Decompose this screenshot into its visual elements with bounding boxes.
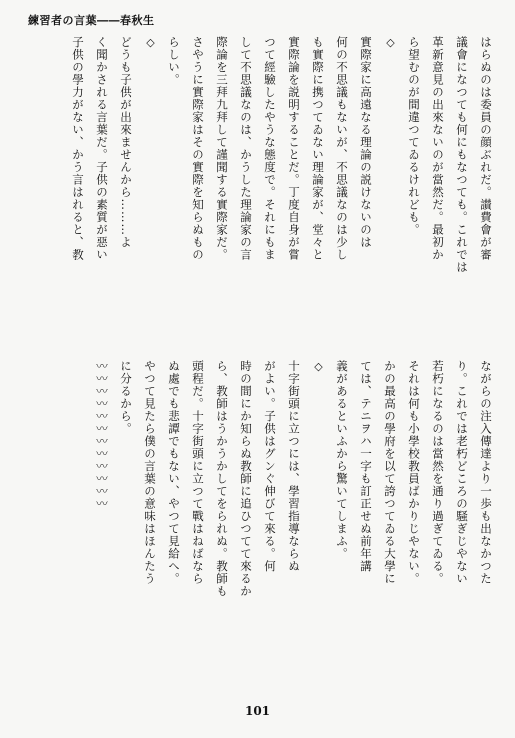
lower-text-band [24,360,498,686]
section-diamond-marker: ◇ [144,36,157,50]
text-line: はらぬのは委員の顔ぶれだ。讃費會が審 [479,36,493,261]
text-line: ぬ處でも悲譚でもない、やつて見給へ。 [167,360,181,585]
text-line: ながらの注入傳達より一歩も出なかつた [479,360,493,585]
section-diamond-marker: ◇ [384,36,397,50]
text-line: かの最高の學府を以て誇つてゐる大學に [383,360,397,585]
text-body [24,36,498,686]
text-line: ては、テニヲハ一字も訂正せぬ前年講 [359,360,373,573]
text-line: 若朽になるのは當然を通り過ぎてゐる。 [431,360,445,585]
wavy-divider: 〰〰〰〰〰〰〰〰〰〰〰〰 [95,360,109,510]
text-line: 實際家に高遠なる理論の説けないのは [359,36,373,249]
text-line: 議會になつても何にもなつても。これでは [455,36,469,274]
text-line: り。これでは老朽どころの騒ぎじやない [455,360,469,585]
text-line: 實際論を説明することだ。丁度自身が嘗 [287,36,301,261]
text-line: 義があるといふから驚いてしまふ。 [335,360,349,560]
text-line: やつて見たら僕の言葉の意味はほんたう [143,360,157,585]
text-line: さやうに實際家はその實際を知らぬもの [191,36,205,261]
text-line: ら望むのが間違つてゐるけれども。 [407,36,421,236]
page-number: 101 [244,704,271,718]
text-line: それは何も小學校教員ばかりじやない。 [407,360,421,585]
text-line: も實際に携つてゐない理論家が、堂々と [311,36,325,261]
text-line: 革新意見の出來ないのが當然だ。最初か [431,36,445,261]
upper-text-band [24,36,498,344]
text-line: 頭程だ。十字街頭に立つて戰はねばなら [191,360,205,585]
text-line: つて經驗したやうな態度で。それにもま [263,36,277,261]
text-line: らしい。 [167,36,181,86]
text-line: どうも子供が出來ませんから………よ [119,36,133,249]
text-line: 子供の學力がない、かう言はれると、教 [71,36,85,261]
text-line: して不思議なのは、かうした理論家の言 [239,36,253,261]
text-line: ら、教師はうかうかしてをられぬ。教師も [215,360,229,598]
text-line: がよい。子供はグンぐ伸びて來る。何 [263,360,277,573]
text-line: に分るから。 [119,360,133,435]
text-line: 時の間にか知らぬ教師に追ひつてて來るか [239,360,253,598]
section-diamond-marker: ◇ [312,360,325,374]
text-line: 十字街頭に立つには、學習指導ならぬ [287,360,301,573]
text-line: 何の不思議もないが、不思議なのは少し [335,36,349,261]
text-line: く聞かされる言葉だ。子供の素質が惡い [95,36,109,261]
text-line: 際論を三拜九拜して謹聞する實際家だ。 [215,36,229,261]
running-header: 練習者の言葉――春秋生 [28,14,155,27]
